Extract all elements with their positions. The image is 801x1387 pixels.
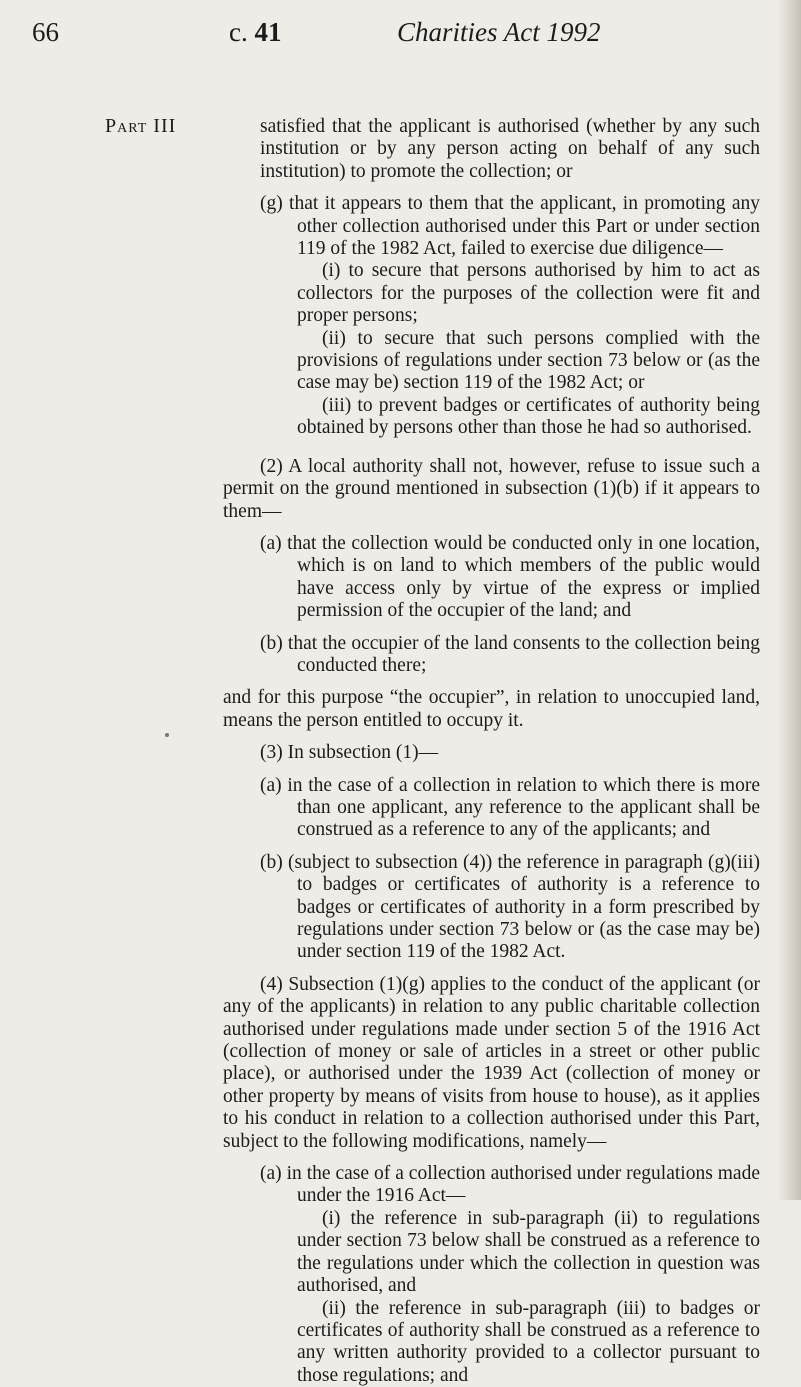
subsection-2-a: (a) that the collection would be conducted only in one location, which is on land to which members of the public would have access only by virtue of the express or implied permission of the occupier of the land; and bbox=[260, 533, 760, 623]
chapter-prefix: c. bbox=[229, 17, 248, 47]
subsection-4-a: (a) in the case of a collection authorised under regulations made under the 1916 Act— bbox=[260, 1163, 760, 1208]
clause-g: (g) that it appears to them that the applicant, in promoting any other collection authorised under this Part or under section 119 of the 1982 Act, failed to exercise due diligence— bbox=[260, 193, 760, 260]
running-header bbox=[0, 14, 801, 54]
subsection-3-a: (a) in the case of a collection in relation to which there is more than one applicant, any reference to the applicant shall be construed as a reference to any of the applicants; and bbox=[260, 775, 760, 842]
subsection-3: (3) In subsection (1)— bbox=[260, 742, 760, 764]
subsection-3-b: (b) (subject to subsection (4)) the reference in paragraph (g)(iii) to badges or certificates of authority is a reference to badges or certificates of authority in a form prescribed by regulations under section 73 below or (as the case may be) under section 119 of the 1982 Act. bbox=[260, 852, 760, 964]
chapter-number: 41 bbox=[254, 17, 281, 47]
paragraph-continuation: satisfied that the applicant is authorised (whether by any such institution or by any person acting on behalf of any such institution) to promote the collection; or bbox=[260, 116, 760, 183]
subsection-2: (2) A local authority shall not, however, refuse to issue such a permit on the ground mentioned in subsection (1)(b) if it appears to them— bbox=[223, 456, 760, 523]
subsection-4: (4) Subsection (1)(g) applies to the conduct of the applicant (or any of the applicants) in relation to any public charitable collection authorised under regulations made under section 5 of the 1916 Act (collection of money or sale of articles in a street or other public place), or authorised under the 1939 Act (collection of money or other property by means of visits from house to house), as it applies to his conduct in relation to a collection authorised under this Part, subject to the following modifications, namely— bbox=[223, 974, 760, 1153]
act-title: Charities Act 1992 bbox=[397, 14, 601, 50]
chapter-reference bbox=[229, 14, 281, 50]
page-edge-shadow bbox=[777, 0, 801, 1200]
clause-g-i: (i) to secure that persons authorised by him to act as collectors for the purposes of the collection were fit and proper persons; bbox=[260, 260, 760, 327]
subsection-4-a-ii: (ii) the reference in sub-paragraph (iii) to badges or certificates of authority shall be construed as a reference to any written authority provided to a collector pursuant to those regulations; and bbox=[260, 1298, 760, 1387]
clause-g-ii: (ii) to secure that such persons complied with the provisions of regulations under section 73 below or (as the case may be) section 119 of the 1982 Act; or bbox=[260, 328, 760, 395]
clause-g-iii: (iii) to prevent badges or certificates of authority being obtained by persons other than those he had so authorised. bbox=[260, 395, 760, 440]
margin-dot bbox=[165, 733, 169, 737]
page-number: 66 bbox=[32, 14, 59, 50]
subsection-2-b: (b) that the occupier of the land consents to the collection being conducted there; bbox=[260, 633, 760, 678]
subsection-4-a-i: (i) the reference in sub-paragraph (ii) to regulations under section 73 below shall be construed as a reference to the regulations under which the collection in question was authorised, and bbox=[260, 1208, 760, 1298]
part-margin-label: Part III bbox=[105, 115, 176, 138]
statute-body bbox=[260, 116, 760, 1387]
subsection-2-closing: and for this purpose “the occupier”, in relation to unoccupied land, means the person entitled to occupy it. bbox=[223, 687, 760, 732]
